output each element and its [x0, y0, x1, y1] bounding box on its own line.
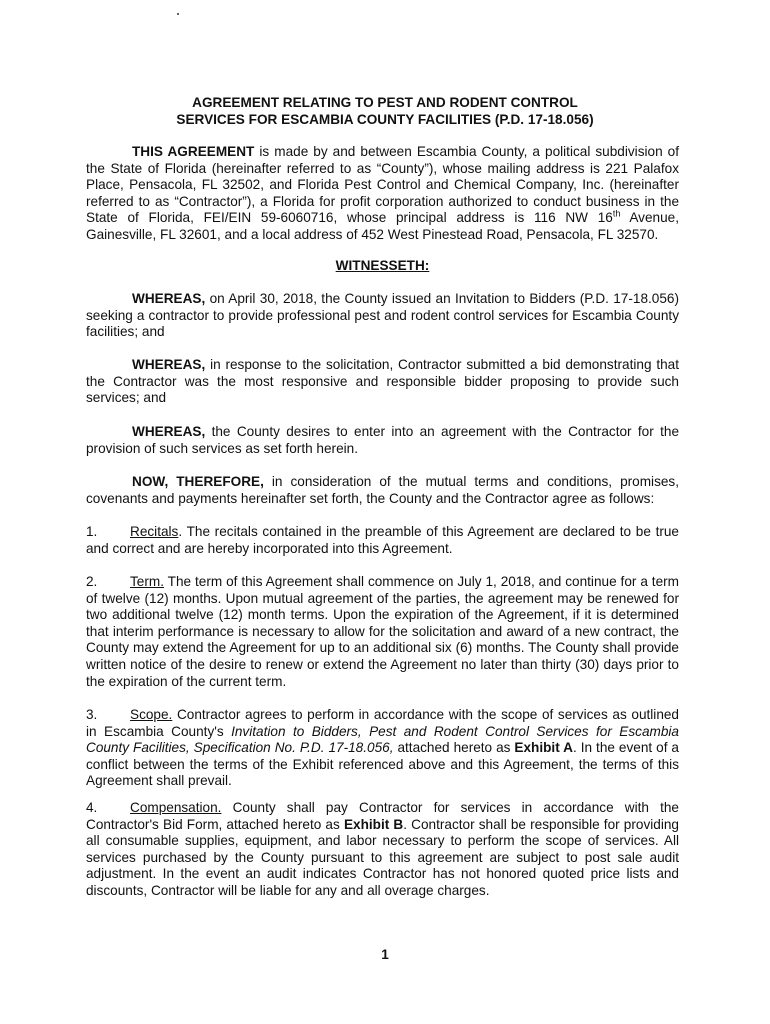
section-3-text-1: Contractor agrees to perform in accordance with the scope of services as outlined in Escambia County's — [86, 707, 679, 739]
preamble-text-2: Avenue, Gainesville, FL 32601, and a local address of 452 West Pinestead Road, Pensacola, FL 32570. — [86, 210, 679, 242]
section-2-text: The term of this Agreement shall commence on July 1, 2018, and continue for a term of twelve (12) months. Upon mutual agreement of the parties, the agreement may be renewed for two additional twelve (12) month terms. Upon the expiration of the Agreement, if it is determined that interim performance is necessary to allow for the solicitation and award of a new contract, the County may extend the Agreement for up to an additional six (6) months. The County shall provide written notice of the desire to renew or extend the Agreement no later than thirty (30) days prior to the expiration of the current term. — [86, 574, 679, 689]
section-3-exhibit: Exhibit A — [514, 740, 573, 756]
section-1-heading: Recitals — [130, 524, 179, 539]
whereas-1-lead: WHEREAS, — [132, 291, 206, 306]
whereas-2-lead: WHEREAS, — [132, 357, 206, 372]
section-4-heading: Compensation. — [130, 800, 222, 815]
now-therefore-lead: NOW, THEREFORE, — [132, 474, 264, 489]
title-line-1: AGREEMENT RELATING TO PEST AND RODENT CONTROL — [192, 95, 578, 110]
whereas-paragraph-3 — [86, 424, 679, 457]
document-title — [90, 94, 680, 128]
section-4-exhibit: Exhibit B — [343, 816, 404, 832]
page-number: 1 — [381, 947, 389, 962]
preamble-lead: THIS AGREEMENT — [132, 144, 255, 159]
section-4-number: 4. — [86, 800, 98, 815]
preamble-superscript: th — [612, 208, 621, 219]
section-3-text-3: . In the event of a conflict between the terms of the Exhibit referenced above and this Agreement, the terms of this Agreement shall prevail. — [86, 740, 679, 789]
section-2-heading: Term. — [130, 574, 164, 589]
witnesseth-heading: WITNESSETH: — [335, 258, 430, 273]
title-line-2: SERVICES FOR ESCAMBIA COUNTY FACILITIES (P.D. 17-18.056) — [176, 112, 594, 127]
whereas-3-text: the County desires to enter into an agreement with the Contractor for the provision of such services as set forth herein. — [86, 424, 679, 456]
scan-speck — [177, 13, 179, 15]
now-therefore-text: in consideration of the mutual terms and conditions, promises, covenants and payments hereinafter set forth, the County and the Contractor agree as follows: — [86, 474, 679, 506]
section-1-number: 1. — [86, 524, 98, 539]
section-3-italic-title: Invitation to Bidders, Pest and Rodent Control Services for Escambia County Facilities, Specification No. P.D. 17-18.056, — [86, 723, 679, 756]
section-4-text-1: County shall pay Contractor for services in accordance with the Contractor's Bid Form, attached hereto as — [86, 800, 679, 832]
section-scope — [86, 707, 679, 790]
section-4-text-2: . Contractor shall be responsible for providing all consumable supplies, equipment, and labor necessary to perform the scope of services. All services purchased by the County pursuant to this agreement are subject to post sale audit adjustment. In the event an audit indicates Contractor has not honored quoted price lists and discounts, Contractor will be liable for any and all overage charges. — [86, 816, 679, 898]
section-2-number: 2. — [86, 574, 98, 589]
section-recitals — [86, 524, 679, 557]
preamble-paragraph — [86, 144, 679, 244]
whereas-2-text: in response to the solicitation, Contractor submitted a bid demonstrating that the Contractor was the most responsive and responsible bidder proposing to provide such services; and — [86, 357, 679, 406]
whereas-3-lead: WHEREAS, — [132, 424, 206, 439]
preamble-text-1: is made by and between Escambia County, a political subdivision of the State of Florida (hereinafter referred to as “County”), whose mailing address is 221 Palafox Place, Pensacola, FL 32502, and Florida Pest Control and Chemical Company, Inc. (hereinafter referred to as “Contractor”), a Florida for profit corporation authorized to conduct business in the State of Florida, FEI/EIN 59-6060716, whose principal address is 116 NW 16 — [86, 144, 680, 226]
section-3-number: 3. — [86, 707, 98, 722]
section-term — [86, 574, 679, 690]
section-1-text: . The recitals contained in the preamble of this Agreement are declared to be true and correct and are hereby incorporated into this Agreement. — [86, 524, 679, 556]
section-3-text-2: attached hereto as — [393, 740, 515, 756]
section-3-heading: Scope. — [130, 707, 173, 722]
now-therefore-paragraph — [86, 474, 679, 507]
whereas-paragraph-2 — [86, 357, 679, 407]
section-compensation — [86, 800, 679, 900]
whereas-1-text: on April 30, 2018, the County issued an Invitation to Bidders (P.D. 17-18.056) seeking a contractor to provide professional pest and rodent control services for Escambia County facilities; and — [86, 291, 679, 340]
whereas-paragraph-1 — [86, 291, 679, 341]
